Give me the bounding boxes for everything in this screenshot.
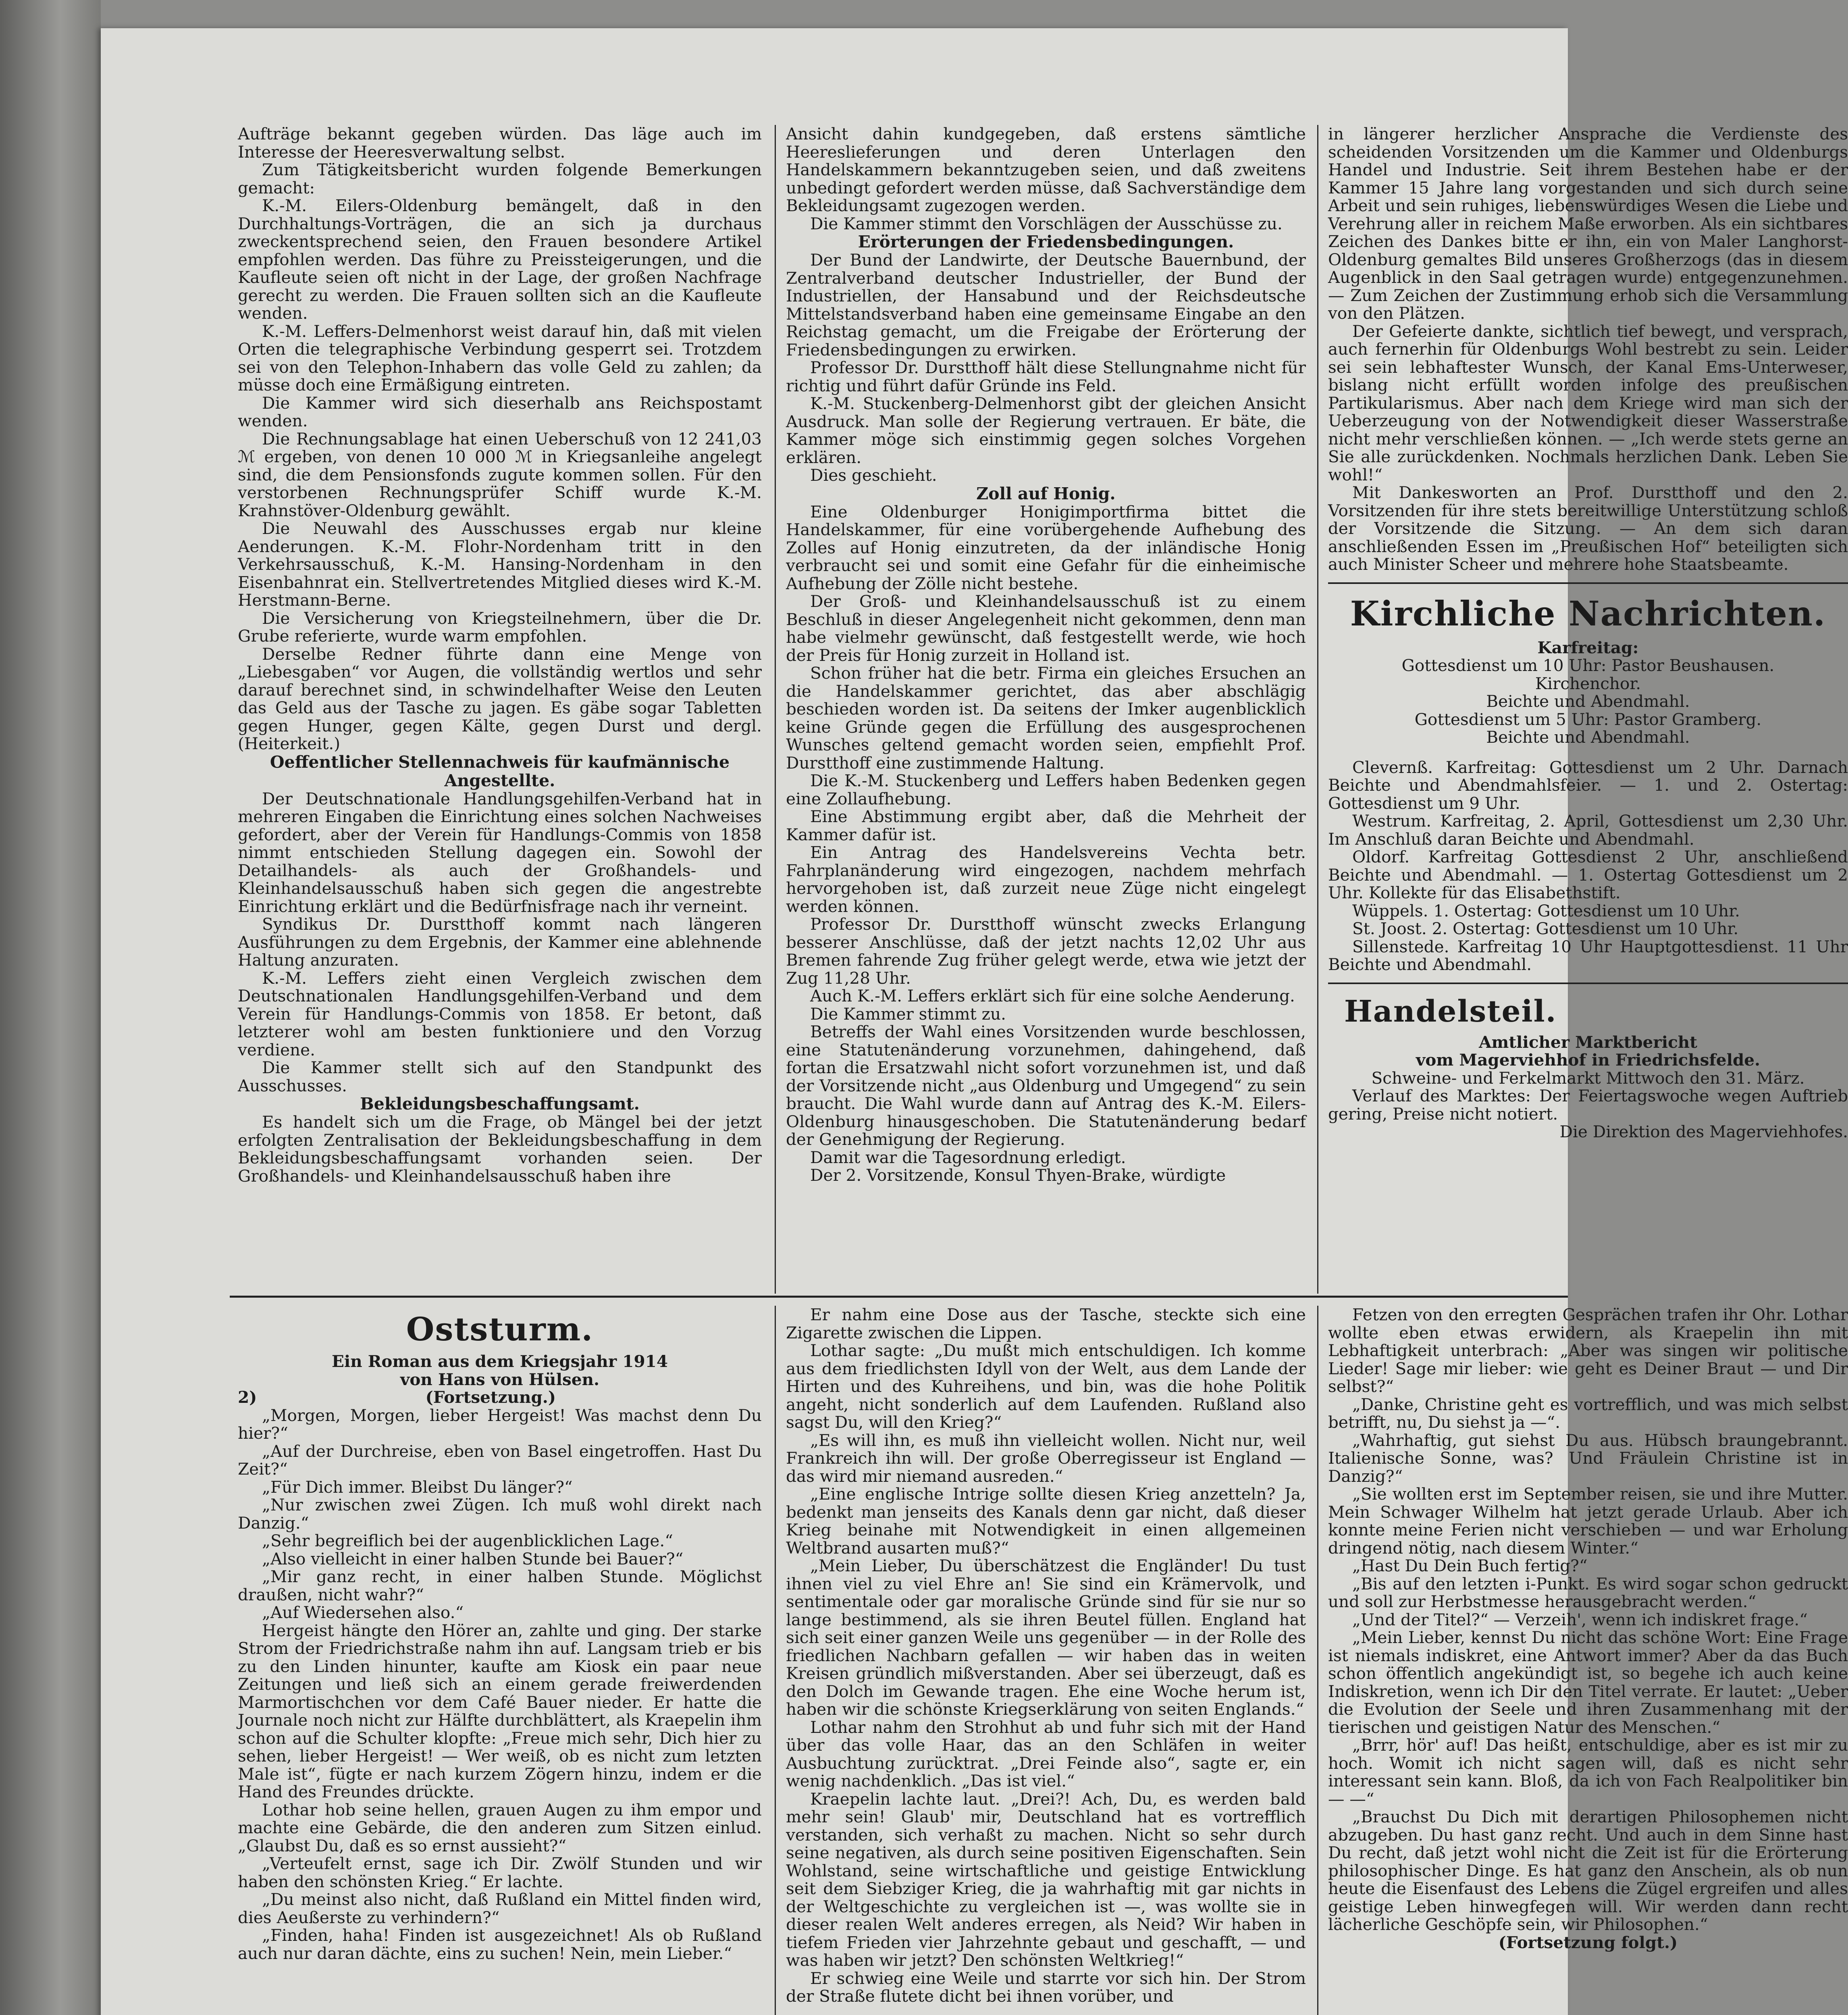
paragraph: Lothar nahm den Strohhut ab und fuhr sich mit der Hand über das volle Haar, das an den Schläfen in weiter Ausbuchtung zurücktrat. „Drei Feinde also“, sagte er, ein wenig nachdenklich. „Das ist viel.“	[786, 1717, 1306, 1791]
paragraph: „Es will ihn, es muß ihn vielleicht wollen. Nicht nur, weil Frankreich ihn will. Der große Oberregisseur ist England — das wird mir niemand ausreden.“	[786, 1430, 1306, 1486]
novel-column-1-text	[238, 1406, 762, 1963]
paragraph: Dies geschieht.	[810, 465, 937, 485]
paragraph: „Finden, haha! Finden ist ausgezeichnet! Als ob Rußland auch nur daran dächte, eins zu suchen! Nein, mein Lieber.“	[238, 1926, 762, 1963]
paragraph: (Fortsetzung folgt.)	[1498, 1932, 1678, 1952]
paragraph: Ansicht dahin kundgegeben, daß erstens sämtliche Heereslieferungen und deren Unterlagen den Handelskammern bekanntzugeben seien, und daß zweitens unbedingt gefordert werden müsse, daß Sachverständige dem Bekleidungsamt zugezogen werden.	[786, 124, 1306, 215]
paragraph: Lothar hob seine hellen, grauen Augen zu ihm empor und machte eine Gebärde, die den anderen zum Sitzen einlud. „Glaubst Du, daß es so ernst aussieht?“	[238, 1800, 762, 1855]
paragraph: „Mein Lieber, Du überschätzest die Engländer! Du tust ihnen viel zu viel Ehre an! Sie sind ein Krämervolk, und sentimentale oder gar moralische Gründe sind für sie nur so lange bestimmend, als sie ihren Beutel füllen. England hat sich seit einer ganzen Weile uns gegenüber — in der Rolle des friedlichen Nachbarn gefallen — wir haben das in weiten Kreisen gründlich mißverstanden. Aber sei überzeugt, daß es den Dolch im Gewande tragen. Ehe eine Woche herum ist, haben wir die schönste Kriegserklärung von seiten Englands.“	[786, 1556, 1306, 1719]
article-column-3	[1328, 125, 1848, 1282]
paragraph: „Brauchst Du Dich mit derartigen Philosophemen nicht abzugeben. Du hast ganz recht. Und auch in dem Sinne hast Du recht, daß jetzt wohl nicht die Zeit ist für die Erörterung philosophischer Dinge. Es hat ganz den Anschein, als ob nun heute die Eisenfaust des Lebens die Zügel ergreifen und alles geistige Leben hinwegfegen will. Wir werden dann recht lächerliche Geschöpfe sein, wir Philosophen.“	[1328, 1807, 1848, 1934]
paragraph: Kirchenchor.	[1535, 673, 1641, 693]
paragraph: „Nur zwischen zwei Zügen. Ich muß wohl direkt nach Danzig.“	[238, 1495, 762, 1533]
installment-number: 2)	[238, 1388, 257, 1407]
paragraph: Kraepelin lachte laut. „Drei?! Ach, Du, es werden bald mehr sein! Glaub' mir, Deutschland hat es vortrefflich verstanden, sich verhaßt zu machen. Nicht so sehr durch seine negativen, als durch seine positiven Eigenschaften. Sein Wohlstand, seine wirtschaftliche und geistige Entwicklung seit dem Siebziger Krieg, die ja wahrhaftig mit gar nichts in der Weltgeschichte zu vergleichen ist —, was wollte sie in dieser realen Welt anderes erregen, als Neid? Wir haben in tiefem Frieden vier Jahrzehnte gebaut und geschafft, — und was haben wir jetzt? Den schönsten Weltkrieg!“	[786, 1789, 1306, 1970]
paragraph: „Du meinst also nicht, daß Rußland ein Mittel finden wird, dies Aeußerste zu verhindern?“	[238, 1890, 762, 1927]
paragraph: „Mein Lieber, kennst Du nicht das schöne Wort: Eine Frage ist niemals indiskret, eine Antwort immer? Aber da das Buch schon öffentlich angekündigt ist, so begehe ich auch keine Indiskretion, wenn ich Dir den Titel verrate. Er lautet: „Ueber die Evolution der Seele und ihren Zusammenhang mit der tierischen und geistigen Natur des Menschen.“	[1328, 1628, 1848, 1737]
paragraph: Westrum. Karfreitag, 2. April, Gottesdienst um 2,30 Uhr. Im Anschluß daran Beichte und Abendmahl.	[1328, 811, 1848, 849]
paragraph: Karfreitag:	[1537, 638, 1639, 657]
paragraph: „Eine englische Intrige sollte diesen Krieg anzetteln? Ja, bedenkt man jenseits des Kanals denn gar nicht, daß dieser Krieg beinahe mit Notwendigkeit in einen allgemeinen Weltbrand ausarten muß?“	[786, 1484, 1306, 1558]
paragraph: in längerer herzlicher Ansprache die Verdienste des scheidenden Vorsitzenden um die Kammer und Oldenburgs Handel und Industrie. Seit ihrem Bestehen habe er der Kammer 15 Jahre lang vorgestanden und sich durch seine Arbeit und sein ruhiges, liebenswürdiges Wesen die Liebe und Verehrung aller in reichem Maße erworben. Als ein sichtbares Zeichen des Dankes bitte er ihn, ein von Maler Langhorst-Oldenburg gemaltes Bild unseres Großherzogs (das in diesem Augenblick in den Saal getragen wurde) entgegenzunehmen. — Zum Zeichen der Zustimmung erhob sich die Versammlung von den Plätzen.	[1328, 124, 1848, 323]
paragraph: Der 2. Vorsitzende, Konsul Thyen-Brake, würdigte	[810, 1165, 1226, 1185]
paragraph: Er nahm eine Dose aus der Tasche, steckte sich eine Zigarette zwischen die Lippen.	[786, 1305, 1306, 1342]
section-title: Kirchliche Nachrichten.	[1350, 593, 1826, 634]
paragraph: Die Kammer wird sich dieserhalb ans Reichspostamt wenden.	[238, 393, 762, 430]
paragraph: Derselbe Redner führte dann eine Menge von „Liebesgaben“ vor Augen, die vollständig wertlos und sehr darauf berechnet sind, in schwindelhafter Weise den Leuten das Geld aus der Tasche zu jagen. Es gäbe sogar Tabletten gegen Hunger, gegen Kälte, gegen Durst und dergl. (Heiterkeit.)	[238, 644, 762, 753]
paragraph: Auch K.-M. Leffers erklärt sich für eine solche Aenderung.	[810, 986, 1295, 1005]
paragraph: Der Bund der Landwirte, der Deutsche Bauernbund, der Zentralverband deutscher Industrieller, der Bund der Industriellen, der Hansabund und der Reichsdeutsche Mittelstandsverband haben eine gemeinsame Eingabe an den Reichstag gemacht, um die Freigabe der Erörterung der Friedensbedingungen zu erwirken.	[786, 250, 1306, 359]
paragraph: Professor Dr. Durstthoff hält diese Stellungnahme nicht für richtig und führt dafür Gründe ins Feld.	[786, 358, 1306, 395]
novel-column-3	[1328, 1306, 1848, 2015]
section-heading: Zoll auf Honig.	[976, 484, 1116, 503]
paragraph: „Hast Du Dein Buch fertig?“	[1352, 1556, 1588, 1575]
divider-rule	[1328, 983, 1848, 984]
paragraph: K.-M. Stuckenberg-Delmenhorst gibt der gleichen Ansicht Ausdruck. Man solle der Regierung vertrauen. Er bäte, die Kammer möge sich einstimmig gegen solches Vorgehen erklären.	[786, 394, 1306, 467]
divider-rule	[1328, 582, 1848, 584]
paragraph: „Und der Titel?“ — Verzeih', wenn ich indiskret frage.“	[1352, 1610, 1808, 1629]
paragraph: K.-M. Eilers-Oldenburg bemängelt, daß in den Durchhaltungs-Vorträgen, die an sich ja durchaus zweckentsprechend seien, den Frauen besondere Artikel empfohlen werden. Das führe zu Preissteigerungen, und die Kaufleute seien oft nicht in der Lage, der großen Nachfrage gerecht zu werden. Die Frauen sollten sich an die Kaufleute wenden.	[238, 196, 762, 323]
paragraph: St. Joost. 2. Ostertag: Gottesdienst um 10 Uhr.	[1352, 919, 1739, 938]
paragraph: Sillenstede. Karfreitag 10 Uhr Hauptgottesdienst. 11 Uhr Beichte und Abendmahl.	[1328, 937, 1848, 974]
paragraph: „Danke, Christine geht es vortrefflich, und was mich selbst betrifft, nu, Du siehst ja —“.	[1328, 1394, 1848, 1432]
novel-title: Oststurm.	[406, 1310, 594, 1348]
paragraph: Er schwieg eine Weile und starrte vor sich hin. Der Strom der Straße flutete dicht bei ihnen vorüber, und	[786, 1968, 1306, 2006]
paragraph: Syndikus Dr. Durstthoff kommt nach längeren Ausführungen zu dem Ergebnis, der Kammer eine ablehnende Haltung anzuraten.	[238, 914, 762, 970]
paragraph: Damit war die Tagesordnung erledigt.	[810, 1147, 1126, 1167]
paragraph: „Mir ganz recht, in einer halben Stunde. Möglichst draußen, nicht wahr?“	[238, 1567, 762, 1604]
paragraph: Ein Antrag des Handelsvereins Vechta betr. Fahrplanänderung wird eingezogen, nachdem mehrfach hervorgehoben ist, daß zurzeit neue Züge nicht eingelegt werden können.	[786, 843, 1306, 916]
paragraph: „Also vielleicht in einer halben Stunde bei Bauer?“	[262, 1549, 684, 1568]
paragraph: K.-M. Leffers zieht einen Vergleich zwischen dem Deutschnationalen Handlungsgehilfen-Verband und dem Verein für Handlungs-Commis von 1858. Er betont, daß letzterer wohl am besten funktioniere und den Vorzug verdiene.	[238, 968, 762, 1059]
paragraph: Eine Abstimmung ergibt aber, daß die Mehrheit der Kammer dafür ist.	[786, 807, 1306, 844]
paragraph: „Bis auf den letzten i-Punkt. Es wird sogar schon gedruckt und soll zur Herbstmesse herausgebracht werden.“	[1328, 1574, 1848, 1611]
paragraph: „Verteufelt ernst, sage ich Dir. Zwölf Stunden und wir haben den schönsten Krieg.“ Er lachte.	[238, 1854, 762, 1891]
paragraph: Beichte und Abendmahl.	[1486, 692, 1690, 711]
section-heading: Erörterungen der Friedensbedingungen.	[858, 232, 1234, 251]
section-heading: Oeffentlicher Stellennachweis für kaufmännische Angestellte.	[270, 752, 730, 790]
paragraph: Die Kammer stellt sich auf den Standpunkt des Ausschusses.	[238, 1058, 762, 1095]
paragraph: Clevernß. Karfreitag: Gottesdienst um 2 Uhr. Darnach Beichte und Abendmahlsfeier. — 1. und 2. Ostertag: Gottesdienst um 9 Uhr.	[1328, 757, 1848, 813]
novel-author: von Hans von Hülsen.	[400, 1369, 600, 1389]
paragraph: „Für Dich immer. Bleibst Du länger?“	[262, 1477, 573, 1497]
paragraph: Amtlicher Marktbericht	[1479, 1032, 1697, 1052]
paragraph: Die Kammer stimmt den Vorschlägen der Ausschüsse zu.	[810, 214, 1283, 233]
paragraph: Der Deutschnationale Handlungsgehilfen-Verband hat in mehreren Eingaben die Einrichtung eines solchen Nachweises gefordert, aber der Verein für Handlungs-Commis von 1858 nimmt entschieden Stellung dagegen ein. Sowohl der Detailhandels- als auch der Großhandels- und Kleinhandelsausschuß haben sich gegen die angestrebte Einrichtung erklärt und die Bedürfnisfrage nach ihr verneint.	[238, 789, 762, 916]
section-title: Handelsteil.	[1344, 994, 1557, 1029]
paragraph: Gottesdienst um 5 Uhr: Pastor Gramberg.	[1414, 709, 1762, 729]
section-heading: Bekleidungsbeschaffungsamt.	[360, 1094, 640, 1113]
article-column-2	[786, 125, 1306, 1282]
novel-column-2	[786, 1306, 1306, 2015]
paragraph: vom Magerviehhof in Friedrichsfelde.	[1416, 1050, 1761, 1070]
paragraph: Gottesdienst um 10 Uhr: Pastor Beushausen.	[1401, 656, 1775, 675]
paragraph: „Sehr begreiflich bei der augenblicklichen Lage.“	[262, 1531, 673, 1550]
paragraph: Der Groß- und Kleinhandelsausschuß ist zu einem Beschluß in dieser Angelegenheit nicht gekommen, denn man habe vielmehr gewünscht, daß festgestellt werde, wie hoch der Preis für Honig zurzeit in Holland ist.	[786, 592, 1306, 665]
paragraph: „Auf Wiedersehen also.“	[262, 1603, 464, 1622]
paragraph: Schweine- und Ferkelmarkt Mittwoch den 31. März.	[1371, 1068, 1805, 1088]
paragraph: Der Gefeierte dankte, sichtlich tief bewegt, und versprach, auch fernerhin für Oldenburgs Wohl bestrebt zu sein. Leider sei sein lebhaftester Wunsch, der Kanal Ems-Unterweser, bislang nicht erfüllt worden infolge des preußischen Partikularismus. Aber nach dem Kriege wird man sich der Ueberzeugung von der Notwendigkeit dieser Wasserstraße nicht mehr verschließen können. — „Ich werde stets gerne an Sie alle zurückdenken. Nochmals herzlichen Dank. Leben Sie wohl!“	[1328, 321, 1848, 484]
paragraph: „Morgen, Morgen, lieber Hergeist! Was machst denn Du hier?“	[238, 1405, 762, 1443]
paragraph: „Sie wollten erst im September reisen, sie und ihre Mutter. Mein Schwager Wilhelm hat jetzt gerade Urlaub. Aber ich konnte meine Ferien nicht verschieben — und war Erholung dringend nötig, nach diesem Winter.“	[1328, 1484, 1848, 1558]
paragraph: „Auf der Durchreise, eben von Basel eingetroffen. Hast Du Zeit?“	[238, 1441, 762, 1479]
novel-subtitle: Ein Roman aus dem Kriegsjahr 1914	[331, 1352, 668, 1371]
paragraph: Eine Oldenburger Honigimportfirma bittet die Handelskammer, für eine vorübergehende Aufhebung des Zolles auf Honig einzutreten, da der inländische Honig verbraucht sei und somit eine Gefahr für die einheimische Aufhebung der Zölle nicht bestehe.	[786, 502, 1306, 593]
newspaper-page	[101, 28, 1848, 2015]
article-column-1	[238, 125, 762, 1282]
paragraph: Die Kammer stimmt zu.	[810, 1004, 1006, 1024]
paragraph: Schon früher hat die betr. Firma ein gleiches Ersuchen an die Handelskammer gerichtet, das aber abschlägig beschieden worden ist. Da seitens der Imker augenblicklich keine Gründe gegen die Erfüllung des ausgesprochenen Wunsches geltend gemacht worden seien, empfiehlt Prof. Durstthoff eine zustimmende Haltung.	[786, 663, 1306, 773]
paragraph: „Brrr, hör' auf! Das heißt, entschuldige, aber es ist mir zu hoch. Womit ich nicht sagen will, daß es nicht sehr interessant sein kann. Bloß, da ich von Fach Realpolitiker bin — —“	[1328, 1735, 1848, 1809]
paragraph: Aufträge bekannt gegeben würden. Das läge auch im Interesse der Heeresverwaltung selbst.	[238, 124, 762, 162]
paragraph: Die Neuwahl des Ausschusses ergab nur kleine Aenderungen. K.-M. Flohr-Nordenham tritt in den Verkehrsausschuß, K.-M. Hansing-Nordenham in den Eisenbahnrat ein. Stellvertretendes Mitglied dieses wird K.-M. Herstmann-Berne.	[238, 519, 762, 610]
paragraph: Die Direktion des Magerviehhofes.	[1559, 1122, 1848, 1141]
book-page-edges	[0, 0, 101, 2015]
paragraph: Mit Dankesworten an Prof. Durstthoff und den 2. Vorsitzenden für ihre stets bereitwillige Unterstützung schloß der Vorsitzende die Sitzung. — An dem sich daran anschließenden Essen im „Preußischen Hof“ beteiligten sich auch Minister Scheer und mehrere hohe Staatsbeamte.	[1328, 483, 1848, 574]
paragraph: Es handelt sich um die Frage, ob Mängel bei der jetzt erfolgten Zentralisation der Bekleidungsbeschaffung in dem Bekleidungsbeschaffungsamt vorhanden seien. Der Großhandels- und Kleinhandelsausschuß haben ihre	[238, 1112, 762, 1186]
paragraph: Verlauf des Marktes: Der Feiertagswoche wegen Auftrieb gering, Preise nicht notiert.	[1328, 1086, 1848, 1124]
column-divider	[775, 1306, 776, 2015]
paragraph: Betreffs der Wahl eines Vorsitzenden wurde beschlossen, eine Statutenänderung vorzunehmen, dahingehend, daß fortan die Ersatzwahl nicht sofort vorzunehmen ist, und daß der Vorsitzende nicht „aus Oldenburg und Umgegend“ zu sein braucht. Die Wahl wurde dann auf Antrag des K.-M. Eilers-Oldenburg hinausgeschoben. Die Statutenänderung bedarf der Genehmigung der Regierung.	[786, 1022, 1306, 1149]
paragraph: Lothar sagte: „Du mußt mich entschuldigen. Ich komme aus dem friedlichsten Idyll von der Welt, aus dem Lande der Hirten und des Kuhreihens, und bin, was die hohe Politik angeht, nicht sonderlich auf dem Laufenden. Rußland also sagst Du, will den Krieg?“	[786, 1341, 1306, 1432]
paragraph: Fetzen von den erregten Gesprächen trafen ihr Ohr. Lothar wollte eben etwas erwidern, als Kraepelin ihn mit Lebhaftigkeit unterbrach: „Aber was singen wir politische Lieder! Sage mir lieber: wie geht es Deiner Braut — und Dir selbst?“	[1328, 1305, 1848, 1396]
paragraph: Die Versicherung von Kriegsteilnehmern, über die Dr. Grube referierte, wurde warm empfohlen.	[238, 608, 762, 646]
column-divider	[1317, 1306, 1318, 2015]
paragraph: Beichte und Abendmahl.	[1486, 727, 1690, 747]
paragraph: Die K.-M. Stuckenberg und Leffers haben Bedenken gegen eine Zollaufhebung.	[786, 771, 1306, 808]
column-divider	[1317, 125, 1318, 1294]
paragraph: Hergeist hängte den Hörer an, zahlte und ging. Der starke Strom der Friedrichstraße nahm ihn auf. Langsam trieb er bis zu den Linden hinunter, kaufte am Kiosk ein paar neue Zeitungen und ließ sich an einem gerade freiwerdenden Marmortischchen vor dem Café Bauer nieder. Er hatte die Journale noch nicht zur Hälfte durchblättert, als Kraepelin ihm schon auf die Schulter klopfte: „Freue mich sehr, Dich hier zu sehen, lieber Hergeist! — Wer weiß, ob es nicht zum letzten Male ist“, fügte er nach kurzem Zögern hinzu, indem er die Hand des Freundes drückte.	[238, 1620, 762, 1801]
column-divider	[775, 125, 776, 1294]
spacer	[1328, 746, 1848, 758]
paragraph: Die Rechnungsablage hat einen Ueberschuß von 12 241,03 ℳ ergeben, von denen 10 000 ℳ in Kriegsanleihe angelegt sind, die dem Pensionsfonds zugute kommen sollen. Für den verstorbenen Rechnungsprüfer Schiff wurde K.-M. Krahnstöver-Oldenburg gewählt.	[238, 429, 762, 520]
section-divider	[230, 1296, 1568, 1298]
paragraph: K.-M. Leffers-Delmenhorst weist darauf hin, daß mit vielen Orten die telegraphische Verbindung gesperrt sei. Trotzdem sei von den Telephon-Inhabern das volle Geld zu zahlen; da müsse doch eine Ermäßigung eintreten.	[238, 321, 762, 395]
paragraph: Wüppels. 1. Ostertag: Gottesdienst um 10 Uhr.	[1352, 901, 1740, 920]
paragraph: Professor Dr. Durstthoff wünscht zwecks Erlangung besserer Anschlüsse, daß der jetzt nachts 12,02 Uhr aus Bremen fahrende Zug früher gelegt werde, etwa wie jetzt der Zug 11,28 Uhr.	[786, 914, 1306, 988]
paragraph: Oldorf. Karfreitag Gottesdienst 2 Uhr, anschließend Beichte und Abendmahl. — 1. Ostertag Gottesdienst um 2 Uhr. Kollekte für das Elisabethstift.	[1328, 847, 1848, 902]
continuation-note: (Fortsetzung.)	[425, 1388, 556, 1407]
paragraph: Zum Tätigkeitsbericht wurden folgende Bemerkungen gemacht:	[238, 160, 762, 197]
novel-column-1	[238, 1306, 762, 2015]
paragraph: „Wahrhaftig, gut siehst Du aus. Hübsch braungebrannt. Italienische Sonne, was? Und Fräulein Christine ist in Danzig?“	[1328, 1430, 1848, 1486]
novel-installment	[238, 1388, 762, 1406]
